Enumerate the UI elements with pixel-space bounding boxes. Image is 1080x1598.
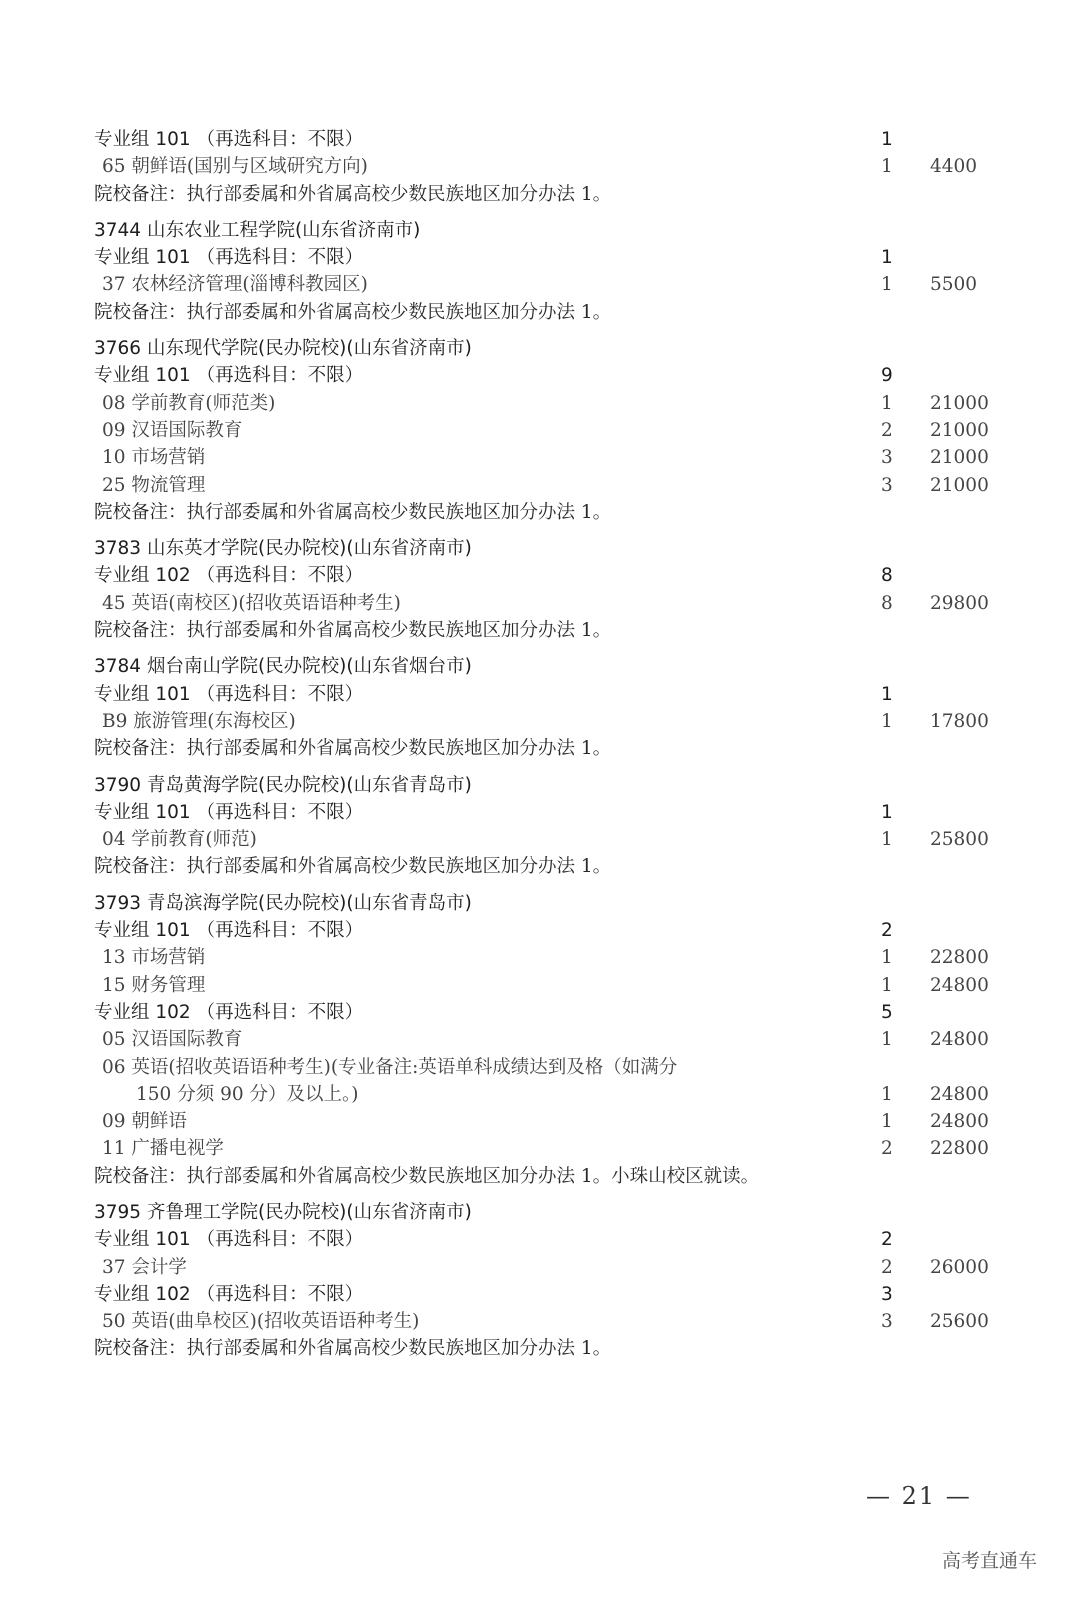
- major-group-row: [0, 362, 1080, 389]
- major-plan-count: 1: [881, 392, 893, 414]
- group-name: 专业组 101 （再选科目：不限）: [94, 129, 364, 150]
- school-header-row: [0, 335, 1080, 362]
- major-row: [0, 1081, 1080, 1108]
- tuition-fee: 21000: [930, 447, 989, 469]
- major-plan-count: 1: [881, 947, 893, 969]
- major-group-row: [0, 917, 1080, 944]
- note-title: 院校备注：: [94, 501, 187, 523]
- major-name: B9 旅游管理(东海校区): [102, 710, 296, 732]
- major-row: [0, 271, 1080, 298]
- major-name: 13 市场营销: [102, 947, 206, 969]
- major-name-continued: 150 分须 90 分）及以上。): [136, 1083, 359, 1105]
- major-plan-count: 1: [881, 829, 893, 851]
- group-name: 专业组 102 （再选科目：不限）: [94, 1283, 364, 1305]
- major-plan-count: 1: [881, 974, 893, 996]
- major-group-row: [0, 244, 1080, 271]
- major-plan-count: 1: [881, 710, 893, 732]
- major-plan-count: 1: [881, 1083, 893, 1105]
- note-text: 执行部委属和外省属高校少数民族地区加分办法 1。: [186, 301, 612, 323]
- school-note-row: [0, 1335, 1080, 1362]
- tuition-fee: 29800: [930, 592, 989, 614]
- tuition-fee: 24800: [930, 974, 989, 996]
- major-row: [0, 472, 1080, 499]
- tuition-fee: 4400: [930, 156, 978, 178]
- school-note: [94, 853, 611, 880]
- major-row: [0, 826, 1080, 853]
- major-name: 45 英语(南校区)(招收英语语种考生): [102, 592, 401, 614]
- group-plan-count: 2: [881, 1229, 893, 1251]
- major-row: [0, 1308, 1080, 1335]
- major-group-row: [0, 562, 1080, 589]
- note-text: 执行部委属和外省属高校少数民族地区加分办法 1。小珠山校区就读。: [186, 1165, 760, 1187]
- major-row: [0, 153, 1080, 180]
- school-note-row: [0, 181, 1080, 208]
- school-note-row: [0, 735, 1080, 762]
- major-row: [0, 390, 1080, 417]
- major-row: [0, 1054, 1080, 1081]
- note-text: 执行部委属和外省属高校少数民族地区加分办法 1。: [186, 620, 612, 642]
- tuition-fee: 5500: [930, 274, 978, 296]
- major-row: [0, 1108, 1080, 1135]
- group-name: 专业组 101 （再选科目：不限）: [94, 365, 364, 387]
- school-note: [94, 735, 611, 762]
- major-name: 04 学前教育(师范): [102, 829, 257, 851]
- note-title: 院校备注：: [94, 301, 187, 323]
- major-name: 11 广播电视学: [102, 1138, 224, 1160]
- note-text: 执行部委属和外省属高校少数民族地区加分办法 1。: [186, 1338, 612, 1360]
- major-plan-count: 1: [881, 1111, 893, 1133]
- note-title: 院校备注：: [94, 620, 187, 642]
- school-name: 3784 烟台南山学院(民办院校)(山东省烟台市): [94, 656, 472, 678]
- tuition-fee: 21000: [930, 392, 989, 414]
- school-note: [94, 181, 611, 208]
- school-note: [94, 617, 611, 644]
- group-plan-count: 5: [881, 1001, 893, 1023]
- note-text: 执行部委属和外省属高校少数民族地区加分办法 1。: [186, 183, 612, 205]
- tuition-fee: 26000: [930, 1256, 989, 1278]
- group-name: 专业组 101 （再选科目：不限）: [94, 247, 364, 269]
- major-group-row: [0, 1226, 1080, 1253]
- note-text: 执行部委属和外省属高校少数民族地区加分办法 1。: [186, 738, 612, 760]
- major-group-row: [0, 999, 1080, 1026]
- page-number: — 21 —: [866, 1482, 972, 1510]
- group-plan-count: 2: [881, 920, 893, 942]
- group-plan-count: 9: [881, 365, 893, 387]
- major-row: [0, 972, 1080, 999]
- document-page: [0, 126, 1080, 1363]
- school-header-row: [0, 217, 1080, 244]
- major-plan-count: 2: [881, 1138, 893, 1160]
- note-text: 执行部委属和外省属高校少数民族地区加分办法 1。: [186, 856, 612, 878]
- major-row: [0, 708, 1080, 735]
- major-name: 08 学前教育(师范类): [102, 392, 276, 414]
- tuition-fee: 24800: [930, 1083, 989, 1105]
- major-row: [0, 1026, 1080, 1053]
- major-group-row: [0, 681, 1080, 708]
- school-note-row: [0, 1163, 1080, 1190]
- group-name: 专业组 101 （再选科目：不限）: [94, 683, 364, 705]
- major-name: 10 市场营销: [102, 447, 206, 469]
- school-name: 3766 山东现代学院(民办院校)(山东省济南市): [94, 338, 472, 360]
- group-plan-count: 1: [881, 801, 893, 823]
- tuition-fee: 24800: [930, 1029, 989, 1051]
- group-name: 专业组 102 （再选科目：不限）: [94, 1001, 364, 1023]
- major-row: [0, 1135, 1080, 1162]
- major-plan-count: 8: [881, 592, 893, 614]
- major-group-row: [0, 799, 1080, 826]
- tuition-fee: 25800: [930, 829, 989, 851]
- major-row: [0, 944, 1080, 971]
- major-name: 37 农林经济管理(淄博科教园区): [102, 274, 368, 296]
- group-plan-count: 8: [881, 565, 893, 587]
- note-title: 院校备注：: [94, 183, 187, 205]
- major-name: 09 汉语国际教育: [102, 419, 243, 441]
- major-row: [0, 444, 1080, 471]
- major-name: 06 英语(招收英语语种考生)(专业备注:英语单科成绩达到及格（如满分: [102, 1056, 678, 1078]
- school-header-row: [0, 1199, 1080, 1226]
- school-header-row: [0, 653, 1080, 680]
- major-plan-count: 2: [881, 1256, 893, 1278]
- major-plan-count: 1: [881, 156, 893, 178]
- group-plan-count: 1: [881, 247, 893, 269]
- school-note: [94, 499, 611, 526]
- note-title: 院校备注：: [94, 1165, 187, 1187]
- major-plan-count: 3: [881, 474, 893, 496]
- tuition-fee: 21000: [930, 474, 989, 496]
- note-title: 院校备注：: [94, 1338, 187, 1360]
- school-name: 3744 山东农业工程学院(山东省济南市): [94, 219, 421, 241]
- note-title: 院校备注：: [94, 738, 187, 760]
- group-name: 专业组 101 （再选科目：不限）: [94, 920, 364, 942]
- major-plan-count: 2: [881, 419, 893, 441]
- major-plan-count: 3: [881, 1311, 893, 1333]
- major-plan-count: 1: [881, 1029, 893, 1051]
- tuition-fee: 22800: [930, 947, 989, 969]
- major-row: [0, 590, 1080, 617]
- group-plan-count: 1: [881, 129, 893, 150]
- major-plan-count: 3: [881, 447, 893, 469]
- note-title: 院校备注：: [94, 856, 187, 878]
- note-text: 执行部委属和外省属高校少数民族地区加分办法 1。: [186, 501, 612, 523]
- school-header-row: [0, 535, 1080, 562]
- major-name: 37 会计学: [102, 1256, 187, 1278]
- school-note-row: [0, 853, 1080, 880]
- major-group-row: [0, 1281, 1080, 1308]
- school-note-row: [0, 617, 1080, 644]
- group-name: 专业组 101 （再选科目：不限）: [94, 801, 364, 823]
- major-name: 15 财务管理: [102, 974, 206, 996]
- tuition-fee: 21000: [930, 419, 989, 441]
- major-plan-count: 1: [881, 274, 893, 296]
- school-header-row: [0, 890, 1080, 917]
- major-name: 25 物流管理: [102, 474, 206, 496]
- major-name: 50 英语(曲阜校区)(招收英语语种考生): [102, 1311, 420, 1333]
- tuition-fee: 25600: [930, 1311, 989, 1333]
- school-note: [94, 1335, 611, 1362]
- tuition-fee: 17800: [930, 710, 989, 732]
- major-row: [0, 417, 1080, 444]
- major-name: 09 朝鲜语: [102, 1111, 187, 1133]
- school-note: [94, 299, 611, 326]
- group-plan-count: 3: [881, 1283, 893, 1305]
- school-header-row: [0, 772, 1080, 799]
- tuition-fee: 24800: [930, 1111, 989, 1133]
- major-name: 65 朝鲜语(国别与区域研究方向): [102, 156, 368, 178]
- major-name: 05 汉语国际教育: [102, 1029, 243, 1051]
- watermark: 高考直通车: [942, 1550, 1038, 1572]
- school-note: [94, 1163, 759, 1190]
- group-name: 专业组 101 （再选科目：不限）: [94, 1229, 364, 1251]
- school-note-row: [0, 299, 1080, 326]
- major-row: [0, 1254, 1080, 1281]
- tuition-fee: 22800: [930, 1138, 989, 1160]
- group-plan-count: 1: [881, 683, 893, 705]
- school-name: 3783 山东英才学院(民办院校)(山东省济南市): [94, 538, 472, 560]
- group-name: 专业组 102 （再选科目：不限）: [94, 565, 364, 587]
- major-group-row: [0, 126, 1080, 153]
- school-name: 3795 齐鲁理工学院(民办院校)(山东省济南市): [94, 1201, 472, 1223]
- school-name: 3793 青岛滨海学院(民办院校)(山东省青岛市): [94, 892, 472, 914]
- school-name: 3790 青岛黄海学院(民办院校)(山东省青岛市): [94, 774, 472, 796]
- school-note-row: [0, 499, 1080, 526]
